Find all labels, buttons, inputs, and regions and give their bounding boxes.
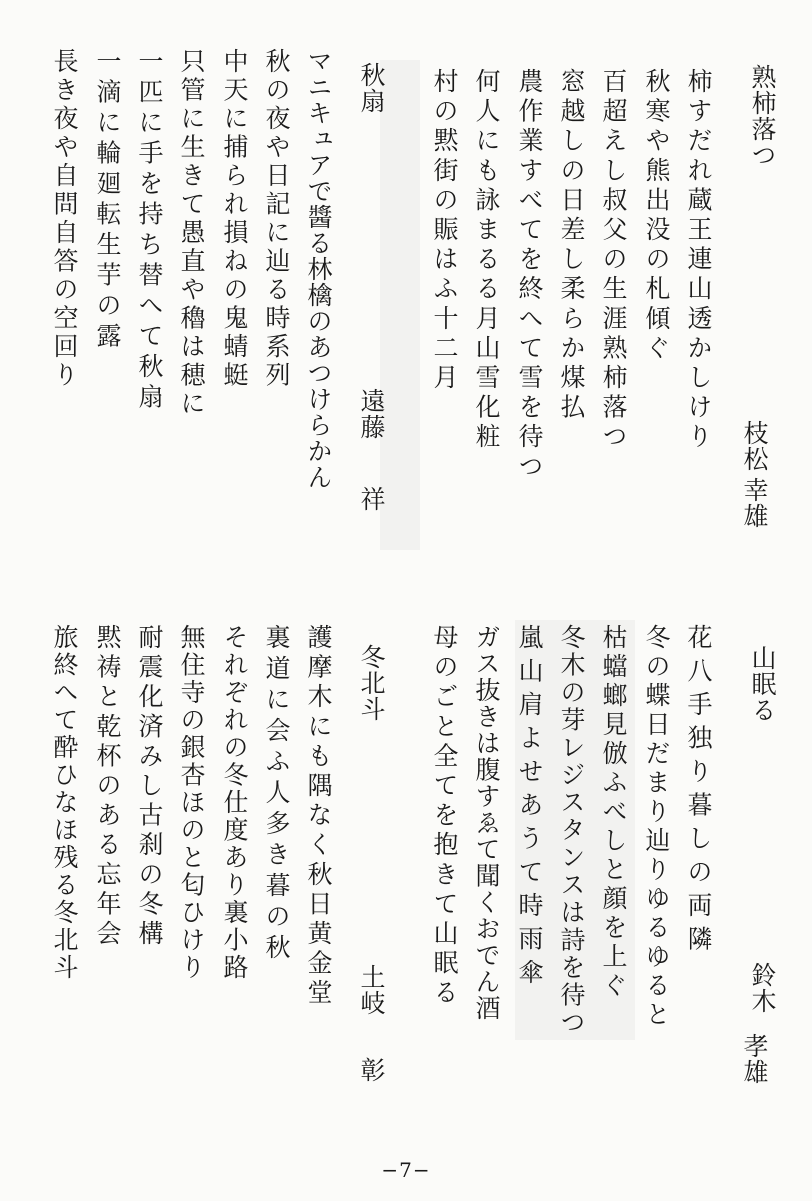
show-through-shadow (380, 60, 420, 550)
haiku-line: それぞれの冬仕度あり裏小路 (220, 624, 249, 982)
haiku-line: 秋寒や熊出没の札傾ぐ (642, 68, 671, 364)
author-given-name: 祥 (357, 486, 386, 512)
haiku-line: 母のごと全てを抱きて山眠る (430, 624, 459, 1009)
haiku-line: 一滴に輪廻転生芋の露 (93, 48, 122, 353)
haiku-line: 村の黙街の賑はふ十二月 (430, 68, 459, 394)
haiku-line: 旅終へて酔ひなほ残る冬北斗 (50, 624, 79, 982)
author-family-name: 土岐 (357, 964, 386, 1016)
haiku-line: 裏道に会ふ人多き暮の秋 (262, 624, 291, 965)
haiku-line: 秋の夜や日記に辿る時系列 (262, 48, 291, 390)
haiku-line: マニキュアで醬る林檎のあつけらかん (304, 48, 333, 490)
haiku-line: 冬の蝶日だまり辿りゆるゆると (642, 624, 671, 1030)
haiku-line: 無住寺の銀杏ほのと匂ひけり (177, 624, 206, 982)
haiku-line: 冬木の芽レジスタンスは詩を待つ (557, 624, 586, 1037)
haiku-line: 窓越しの日差し柔らか煤払 (557, 68, 586, 424)
haiku-line: 護摩木にも隅なく秋日黄金堂 (304, 624, 333, 1009)
section-title: 秋扇 (357, 62, 386, 114)
section-title: 熟柿落つ (748, 64, 777, 168)
author-given-name: 彰 (357, 1057, 386, 1083)
haiku-line: 花八手独り暮しの両隣 (684, 624, 713, 959)
haiku-line: 只管に生きて愚直や穭は穂に (177, 48, 206, 419)
haiku-line: 嵐山肩よせあうて時雨傘 (515, 624, 544, 993)
section-title: 冬北斗 (357, 644, 386, 722)
haiku-line: 耐震化済みし古刹の冬構 (135, 624, 164, 950)
haiku-line: 黙祷と乾杯のある忘年会 (93, 624, 122, 950)
haiku-line: 農作業すべてを終へて雪を待つ (515, 68, 544, 483)
author-family-name: 遠藤 (357, 388, 386, 440)
haiku-line: 柿すだれ蔵王連山透かしけり (684, 68, 713, 453)
author-family-name: 枝松 (740, 420, 769, 472)
haiku-line: 枯蟷螂見倣ふべしと顔を上ぐ (599, 624, 628, 1001)
author-given-name: 幸雄 (740, 477, 769, 529)
haiku-line: 一匹に手を持ち替へて秋扇 (135, 48, 164, 414)
haiku-line: 百超えし叔父の生涯熟柿落つ (599, 68, 628, 453)
haiku-line: 中天に捕られ損ねの鬼蜻蜓 (220, 48, 249, 390)
haiku-line: 何人にも詠まるる月山雪化粧 (472, 68, 501, 453)
author-given-name: 孝雄 (740, 1033, 769, 1085)
author-family-name: 鈴木 (748, 962, 777, 1014)
section-title: 山眠る (748, 645, 777, 723)
haiku-line: 長き夜や自問自答の空回り (50, 48, 79, 390)
page-number: −7− (381, 1158, 431, 1182)
haiku-line: ガス抜きは腹すゑて聞くおでん酒 (472, 624, 501, 1022)
